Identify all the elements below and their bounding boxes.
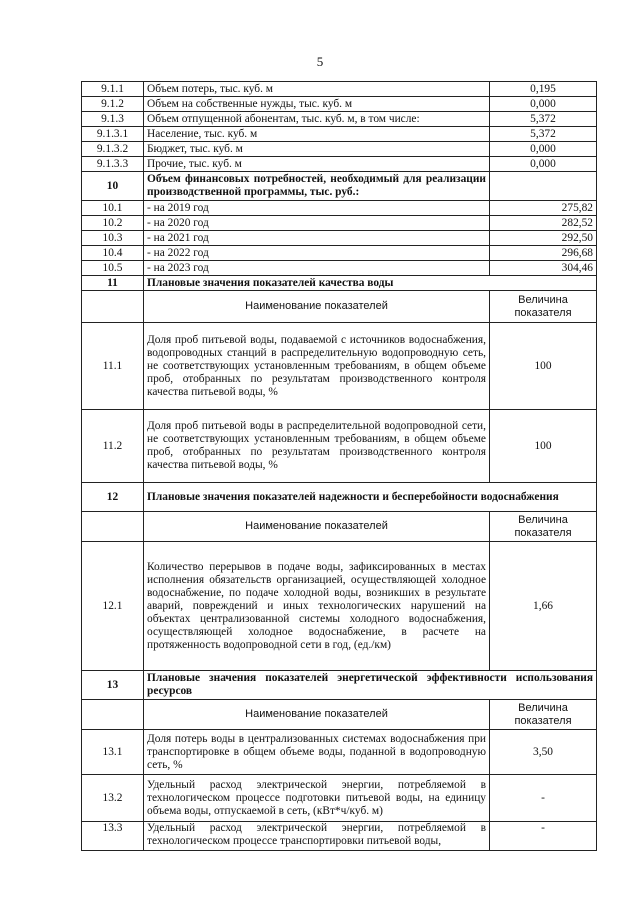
row-text: Прочие, тыс. куб. м: [144, 157, 490, 172]
section-title: Плановые значения показателей энергетической эффективности использования ресурсов: [144, 671, 597, 700]
header-name: Наименование показателей: [144, 512, 490, 542]
section-number: 12: [82, 483, 144, 512]
table-row: [82, 82, 597, 97]
header-value: Величина показателя: [490, 512, 597, 542]
table-row: [82, 542, 597, 671]
row-value: 296,68: [490, 246, 597, 261]
row-number: 11.2: [82, 410, 144, 483]
row-text: Удельный расход электрической энергии, потребляемой в технологическом процессе транспортировки питьевой воды,: [144, 822, 490, 851]
row-text: - на 2019 год: [144, 201, 490, 216]
row-number: 9.1.3.3: [82, 157, 144, 172]
section-row: [82, 483, 597, 512]
header-row: [82, 291, 597, 323]
row-value: 5,372: [490, 127, 597, 142]
section-number: 11: [82, 276, 144, 291]
row-text: - на 2020 год: [144, 216, 490, 231]
row-text: Объем отпущенной абонентам, тыс. куб. м, в том числе:: [144, 112, 490, 127]
row-number: 11.1: [82, 323, 144, 410]
row-number: 9.1.3.2: [82, 142, 144, 157]
section-number: 10: [82, 172, 144, 201]
row-text: Доля проб питьевой воды в распределительной водопроводной сети, не соответствующих установленным требованиям, в общем объеме проб, отобранных по результатам производственного контроля качества питьевой воды, %: [144, 410, 490, 483]
table-row: [82, 127, 597, 142]
row-text: Удельный расход электрической энергии, потребляемой в технологическом процессе подготовки питьевой воды, на единицу объема воды, отпускаемой в сеть, (кВт*ч/куб. м): [144, 775, 490, 822]
section-number: 13: [82, 671, 144, 700]
row-text: Объем потерь, тыс. куб. м: [144, 82, 490, 97]
row-value: 1,66: [490, 542, 597, 671]
header-row: [82, 512, 597, 542]
table-row: [82, 216, 597, 231]
header-row: [82, 700, 597, 730]
row-text: - на 2023 год: [144, 261, 490, 276]
page-number: 5: [316, 54, 324, 69]
row-number: 9.1.1: [82, 82, 144, 97]
row-value: 275,82: [490, 201, 597, 216]
row-text: Доля потерь воды в централизованных системах водоснабжения при транспортировке в общем объеме воды, поданной в водопроводную сеть, %: [144, 730, 490, 775]
row-number: 10.4: [82, 246, 144, 261]
row-number: 13.3: [82, 822, 144, 851]
row-value: 0,000: [490, 142, 597, 157]
row-number: 9.1.3.1: [82, 127, 144, 142]
row-number: 10.2: [82, 216, 144, 231]
table-row: [82, 201, 597, 216]
table-row: [82, 142, 597, 157]
table-row: [82, 410, 597, 483]
table-row: [82, 730, 597, 775]
section-row: [82, 172, 597, 201]
table-row: [82, 231, 597, 246]
header-value: Величина показателя: [490, 700, 597, 730]
empty-cell: [82, 700, 144, 730]
row-value: 0,000: [490, 157, 597, 172]
row-value: -: [490, 775, 597, 822]
row-value: 282,52: [490, 216, 597, 231]
table-row: [82, 97, 597, 112]
row-number: 9.1.2: [82, 97, 144, 112]
header-value: Величина показателя: [490, 291, 597, 323]
row-value: -: [490, 822, 597, 851]
row-value: 0,000: [490, 97, 597, 112]
row-value: 0,195: [490, 82, 597, 97]
row-value: 5,372: [490, 112, 597, 127]
row-value: 3,50: [490, 730, 597, 775]
table-row: [82, 261, 597, 276]
table-row: [82, 112, 597, 127]
table-row: [82, 822, 597, 851]
section-title: Плановые значения показателей надежности и бесперебойности водоснабжения: [144, 483, 597, 512]
indicators-table: [81, 81, 597, 851]
empty-cell: [82, 512, 144, 542]
row-number: 12.1: [82, 542, 144, 671]
table-row: [82, 157, 597, 172]
section-title: Плановые значения показателей качества воды: [144, 276, 597, 291]
row-number: 9.1.3: [82, 112, 144, 127]
row-number: 10.3: [82, 231, 144, 246]
header-name: Наименование показателей: [144, 700, 490, 730]
row-text: Бюджет, тыс. куб. м: [144, 142, 490, 157]
table-row: [82, 323, 597, 410]
row-value: 304,46: [490, 261, 597, 276]
section-title: Объем финансовых потребностей, необходимый для реализации производственной программы, тыс. руб.:: [144, 172, 490, 201]
header-name: Наименование показателей: [144, 291, 490, 323]
row-value: 292,50: [490, 231, 597, 246]
row-value: 100: [490, 323, 597, 410]
empty-cell: [490, 172, 597, 201]
row-text: Доля проб питьевой воды, подаваемой с источников водоснабжения, водопроводных станций в распределительную водопроводную сеть, не соответствующих установленным требованиям, в общем объеме проб, отобранных по результатам производственного контроля качества питьевой воды, %: [144, 323, 490, 410]
row-text: Количество перерывов в подаче воды, зафиксированных в местах исполнения обязательств организацией, осуществляющей холодное водоснабжение, по подаче холодной воды, возникших в результате аварий, повреждений и иных технологических нарушений на объектах централизованной системы холодного водоснабжения, осуществляющей холодное водоснабжение, в расчете на протяженность водопроводной сети в год, (ед./км): [144, 542, 490, 671]
table-row: [82, 775, 597, 822]
row-text: Население, тыс. куб. м: [144, 127, 490, 142]
row-number: 10.1: [82, 201, 144, 216]
row-text: Объем на собственные нужды, тыс. куб. м: [144, 97, 490, 112]
table-row: [82, 246, 597, 261]
section-row: [82, 276, 597, 291]
row-number: 13.2: [82, 775, 144, 822]
row-value: 100: [490, 410, 597, 483]
section-row: [82, 671, 597, 700]
empty-cell: [82, 291, 144, 323]
row-text: - на 2022 год: [144, 246, 490, 261]
row-number: 10.5: [82, 261, 144, 276]
row-text: - на 2021 год: [144, 231, 490, 246]
row-number: 13.1: [82, 730, 144, 775]
